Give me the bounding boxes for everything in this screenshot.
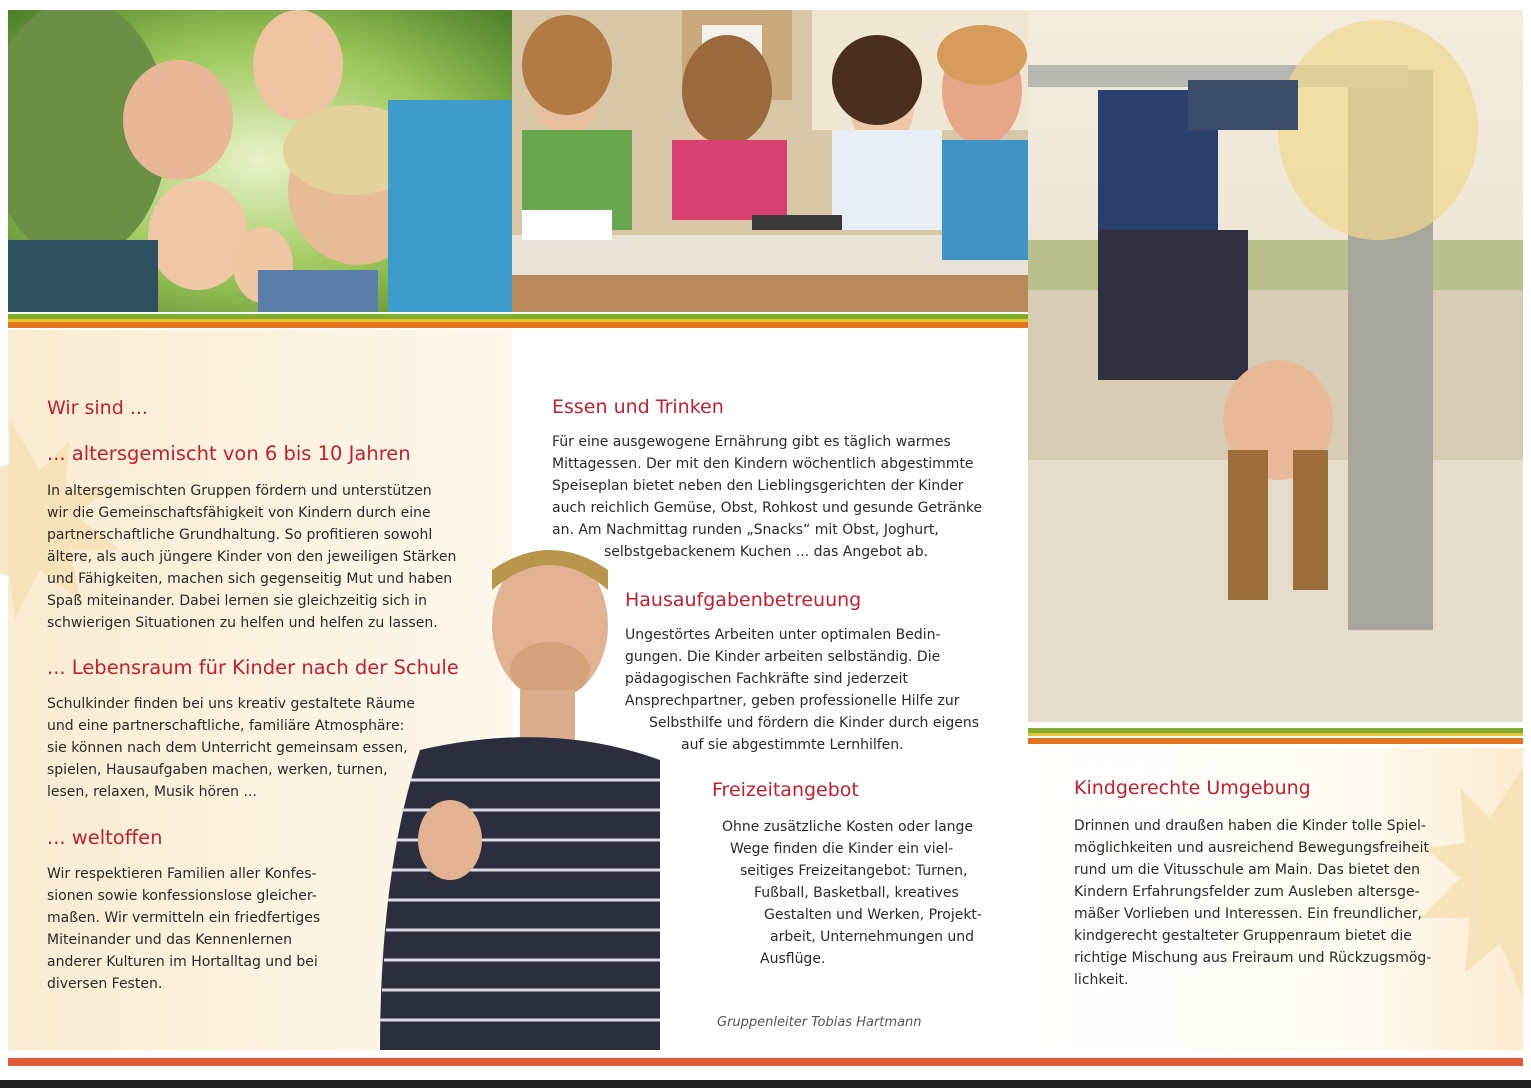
text-line: seitiges Freizeitangebot: Turnen,: [740, 863, 968, 879]
text-line: und eine partnerschaftliche, familiäre Atmosphäre:: [47, 718, 405, 734]
text-line: Gestalten und Werken, Projekt-: [764, 907, 982, 923]
text-line: rund um die Vitusschule am Main. Das bietet den: [1074, 862, 1421, 878]
section-heading-essen: Essen und Trinken: [552, 396, 724, 418]
text-line: auch reichlich Gemüse, Obst, Rohkost und gesunde Getränke: [552, 500, 983, 516]
paragraph-hausaufgaben: [625, 624, 979, 756]
text-line: anderer Kulturen im Hortalltag und bei: [47, 954, 318, 970]
text-line: lichkeit.: [1074, 972, 1129, 988]
text-line: Fußball, Basketball, kreatives: [754, 885, 959, 901]
stripe-orange-top: [8, 322, 1028, 328]
text-line: Spaß miteinander. Dabei lernen sie gleichzeitig sich in: [47, 593, 427, 609]
text-line: Für eine ausgewogene Ernährung gibt es täglich warmes: [552, 434, 951, 450]
intro-heading: Wir sind ...: [47, 397, 148, 419]
text-line: an. Am Nachmittag runden „Snacks“ mit Obst, Joghurt,: [552, 522, 939, 538]
stripe-orange-right: [1028, 738, 1523, 744]
text-line: Ungestörtes Arbeiten unter optimalen Bedin-: [625, 627, 941, 643]
text-line: Wege finden die Kinder ein viel-: [730, 841, 954, 857]
text-line: Selbsthilfe und fördern die Kinder durch eigens: [649, 715, 980, 731]
text-line: Speiseplan bietet neben den Lieblingsgerichten der Kinder: [552, 478, 964, 494]
text-line: Ohne zusätzliche Kosten oder lange: [722, 819, 974, 835]
text-line: auf sie abgestimmte Lernhilfen.: [681, 737, 904, 753]
paragraph-weltoffen: [47, 863, 320, 995]
photo-children-circle: [8, 10, 512, 312]
section-heading-umgebung: Kindgerechte Umgebung: [1074, 777, 1311, 799]
photo-children-drawing: [512, 10, 1028, 312]
text-line: maßen. Wir vermitteln ein friedfertiges: [47, 910, 321, 926]
text-line: mäßer Vorlieben und Interessen. Ein freundlicher,: [1074, 906, 1422, 922]
sun-decoration-right: [1420, 748, 1523, 1048]
paragraph-lebensraum: [47, 693, 415, 803]
text-line: richtige Mischung aus Freiraum und Rückzugsmög-: [1074, 950, 1432, 966]
paragraph-freizeit: [722, 816, 982, 970]
section-heading-altersgemischt: ... altersgemischt von 6 bis 10 Jahren: [47, 442, 411, 465]
text-line: lesen, relaxen, Musik hören ...: [47, 784, 257, 800]
text-line: arbeit, Unternehmungen und: [770, 929, 975, 945]
text-line: selbstgebackenem Kuchen ... das Angebot ab.: [604, 544, 929, 560]
text-line: Wir respektieren Familien aller Konfes-: [47, 866, 317, 882]
text-line: Kindern Erfahrungsfelder zum Ausleben altersge-: [1074, 884, 1420, 900]
text-line: Mittagessen. Der mit den Kindern wöchentlich abgestimmte: [552, 456, 974, 472]
text-line: Schulkinder finden bei uns kreativ gestaltete Räume: [47, 696, 416, 712]
paragraph-altersgemischt: [47, 480, 456, 634]
text-line: ältere, als auch jüngere Kinder von den jeweiligen Stärken: [47, 549, 457, 565]
paragraph-essen: [552, 431, 1004, 563]
photo-caption: Gruppenleiter Tobias Hartmann: [717, 1015, 922, 1030]
text-line: schwierigen Situationen zu helfen und helfen zu lassen.: [47, 615, 438, 631]
stripe-yellow-right: [1028, 733, 1523, 736]
stripe-orange-bottom: [8, 1058, 1523, 1066]
text-line: pädagogischen Fachkräfte sind jederzeit: [625, 671, 909, 687]
paragraph-umgebung: [1074, 815, 1431, 991]
text-line: partnerschaftliche Grundhaltung. So profitieren sowohl: [47, 527, 433, 543]
text-line: Ansprechpartner, geben professionelle Hilfe zur: [625, 693, 960, 709]
text-line: sionen sowie konfessionslose gleicher-: [47, 888, 317, 904]
text-line: möglichkeiten und ausreichend Bewegungsfreiheit: [1074, 840, 1429, 856]
section-heading-lebensraum: ... Lebensraum für Kinder nach der Schule: [47, 656, 459, 679]
photo-girl-playground: [1028, 10, 1523, 722]
section-heading-freizeit: Freizeitangebot: [712, 779, 859, 801]
section-heading-hausaufgaben: Hausaufgabenbetreuung: [625, 589, 862, 611]
text-line: In altersgemischten Gruppen fördern und unterstützen: [47, 483, 432, 499]
bottom-edge: [0, 1080, 1531, 1088]
text-line: sie können nach dem Unterricht gemeinsam essen,: [47, 740, 408, 756]
text-line: gungen. Die Kinder arbeiten selbständig. Die: [625, 649, 941, 665]
text-line: Drinnen und draußen haben die Kinder tolle Spiel-: [1074, 818, 1426, 834]
text-line: kindgerecht gestalteter Gruppenraum bietet die: [1074, 928, 1412, 944]
section-heading-weltoffen: ... weltoffen: [47, 826, 163, 849]
text-line: diversen Festen.: [47, 976, 163, 992]
text-line: Miteinander und das Kennenlernen: [47, 932, 292, 948]
text-line: wir die Gemeinschaftsfähigkeit von Kindern durch eine: [47, 505, 431, 521]
text-line: spielen, Hausaufgaben machen, werken, turnen,: [47, 762, 388, 778]
text-line: Ausflüge.: [760, 951, 826, 967]
text-line: und Fähigkeiten, machen sich gegenseitig Mut und haben: [47, 571, 453, 587]
